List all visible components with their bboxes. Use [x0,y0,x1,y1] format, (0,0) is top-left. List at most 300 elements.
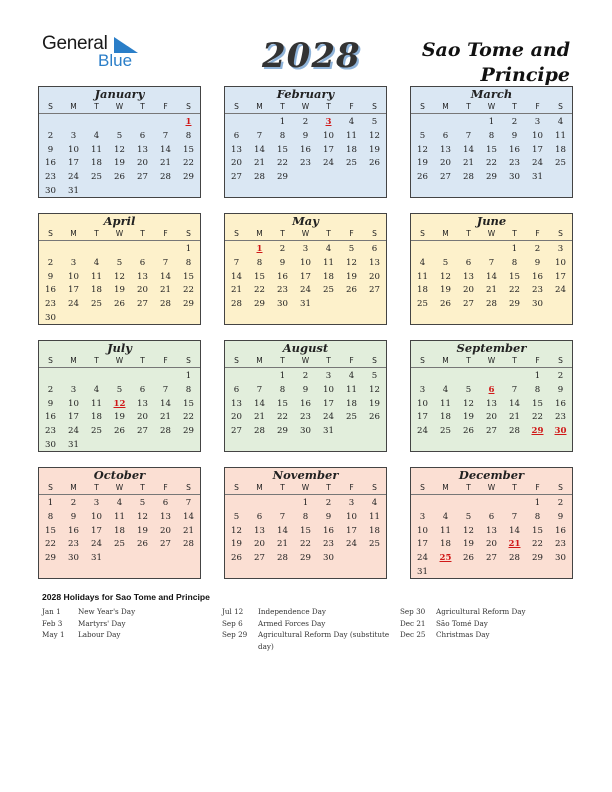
day: 6 [371,244,378,254]
day: 29 [45,553,56,564]
day: 14 [160,271,171,282]
day: 16 [555,525,566,536]
day: 30 [277,299,288,310]
day: 12 [417,144,428,155]
day: 18 [323,271,334,282]
day: 2 [557,498,564,508]
day: 21 [486,285,497,296]
day: 27 [440,172,451,183]
day: 7 [162,257,169,268]
day: 28 [183,539,194,550]
day: 2 [70,498,77,508]
day: 11 [369,511,380,522]
weekday-label: F [163,102,168,111]
holiday-date: Sep 29 [222,630,248,639]
month-title: January [94,87,145,101]
day: 13 [137,271,148,282]
day: 8 [256,257,263,268]
day: 20 [463,285,474,296]
day: 26 [440,299,451,310]
weekday-label: T [280,229,285,238]
holiday-day: 25 [439,553,452,564]
day: 5 [116,130,123,141]
day: 12 [440,271,451,282]
day: 9 [534,257,541,268]
day: 13 [231,398,242,409]
weekday-header [225,228,386,241]
empty-day [434,243,457,257]
holiday-entry [400,629,570,641]
holiday-entry [400,618,570,630]
day: 25 [91,299,102,310]
weekday-header [225,101,386,114]
holiday-name: Agricultural Reform Day (substitute day) [258,630,390,651]
day: 18 [440,412,451,423]
day: 2 [557,371,564,381]
day: 7 [279,511,286,522]
holiday-name: Independence Day [258,607,326,616]
day: 1 [488,117,495,127]
day: 12 [463,398,474,409]
weekday-label: S [420,229,425,238]
day-grid [411,241,572,312]
weekday-label: F [163,356,168,365]
day: 6 [233,130,240,141]
weekday-label: S [186,356,191,365]
day: 8 [185,130,192,141]
day: 19 [114,285,125,296]
day: 13 [440,144,451,155]
day: 9 [511,130,518,141]
weekday-header [39,355,200,368]
day: 17 [417,539,428,550]
empty-day [85,116,108,130]
empty-day [503,497,526,511]
month-january [38,86,201,198]
day: 21 [277,539,288,550]
empty-day [154,243,177,257]
day: 4 [93,257,100,268]
day: 9 [325,511,332,522]
logo-text-blue: Blue [98,51,133,70]
day: 20 [369,271,380,282]
day: 27 [137,426,148,437]
day: 15 [183,398,194,409]
empty-day [39,243,62,257]
day: 29 [277,172,288,183]
day: 10 [323,130,334,141]
day: 4 [371,498,378,508]
weekday-label: T [140,229,145,238]
weekday-label: W [115,356,124,365]
weekday-label: S [420,102,425,111]
weekday-label: T [326,229,331,238]
month-november [224,467,387,579]
day-grid [225,114,386,185]
day: 31 [417,566,428,577]
day: 20 [486,539,497,550]
day: 27 [137,172,148,183]
day: 11 [91,271,102,282]
day: 17 [346,525,357,536]
holiday-day: 12 [113,398,126,409]
calendar-year: 2028 [262,36,361,76]
day: 20 [137,412,148,423]
day: 16 [45,285,56,296]
day: 11 [91,144,102,155]
weekday-label: S [186,483,191,492]
day: 2 [47,130,54,141]
day: 24 [417,426,428,437]
day: 22 [277,412,288,423]
weekday-label: S [48,229,53,238]
day: 11 [440,525,451,536]
weekday-label: W [115,102,124,111]
weekday-label: F [535,102,540,111]
holiday-name: New Year's Day [78,607,136,616]
empty-day [434,116,457,130]
day: 22 [183,285,194,296]
holiday-date: Jul 12 [222,607,244,616]
day: 3 [70,384,77,395]
day: 31 [532,172,543,183]
day: 23 [555,412,566,423]
month-title: February [276,87,335,101]
weekday-label: S [420,483,425,492]
day: 15 [183,271,194,282]
day: 15 [509,271,520,282]
day: 17 [323,144,334,155]
day: 1 [185,371,192,381]
day-grid [411,368,572,439]
weekday-label: M [442,102,449,111]
empty-day [248,497,271,511]
day: 26 [114,172,125,183]
day: 28 [160,299,171,310]
day: 16 [509,144,520,155]
day: 17 [417,412,428,423]
day: 4 [93,384,100,395]
weekday-header [225,355,386,368]
day: 8 [47,511,54,522]
day: 13 [137,144,148,155]
holiday-column [400,606,570,641]
day: 21 [160,412,171,423]
empty-day [154,116,177,130]
day: 6 [233,384,240,395]
empty-day [457,243,480,257]
weekday-label: T [94,483,99,492]
weekday-label: S [558,102,563,111]
day: 6 [442,130,449,141]
day: 19 [463,412,474,423]
day: 29 [277,426,288,437]
weekday-label: T [94,356,99,365]
day: 3 [302,244,309,254]
day: 17 [68,412,79,423]
day: 27 [137,299,148,310]
day: 16 [45,412,56,423]
day: 23 [45,172,56,183]
day: 7 [465,130,472,141]
weekday-label: S [186,102,191,111]
day: 17 [91,525,102,536]
day: 15 [486,144,497,155]
holiday-column [42,606,212,641]
weekday-label: M [70,483,77,492]
day: 24 [417,553,428,564]
day: 15 [532,525,543,536]
day: 10 [91,511,102,522]
day: 7 [511,511,518,522]
weekday-label: T [512,356,517,365]
day: 6 [139,130,146,141]
day: 8 [302,511,309,522]
day: 21 [231,285,242,296]
day: 4 [442,384,449,395]
day: 18 [91,412,102,423]
weekday-label: S [234,483,239,492]
day: 13 [160,511,171,522]
day: 14 [183,511,194,522]
weekday-label: S [558,356,563,365]
weekday-label: S [372,229,377,238]
empty-day [131,370,154,384]
day: 7 [233,257,240,268]
day: 10 [532,130,543,141]
day: 18 [91,285,102,296]
day: 26 [369,158,380,169]
day: 30 [323,553,334,564]
day: 5 [419,130,426,141]
day: 10 [68,271,79,282]
day: 30 [532,299,543,310]
weekday-header [411,228,572,241]
day: 2 [302,117,309,127]
day: 23 [532,285,543,296]
day: 10 [555,257,566,268]
day: 24 [323,158,334,169]
day: 28 [160,426,171,437]
day: 31 [68,185,79,196]
day: 22 [486,158,497,169]
day: 28 [160,172,171,183]
day: 21 [509,412,520,423]
day: 3 [93,498,100,508]
day: 9 [47,271,54,282]
day: 15 [277,144,288,155]
day: 18 [346,398,357,409]
weekday-label: W [115,229,124,238]
month-title: March [470,87,513,101]
holiday-day: 1 [256,244,263,254]
day: 29 [486,172,497,183]
day: 21 [160,158,171,169]
weekday-label: F [163,483,168,492]
holiday-entry [222,618,392,630]
day-grid [39,114,200,199]
weekday-label: T [326,102,331,111]
day: 4 [442,511,449,522]
day: 28 [254,172,265,183]
day: 28 [254,426,265,437]
day: 10 [417,525,428,536]
weekday-label: T [280,102,285,111]
day: 3 [325,371,332,381]
holiday-date: May 1 [42,630,65,639]
day: 12 [463,525,474,536]
day: 3 [557,244,564,254]
day-grid [225,241,386,312]
day: 18 [114,525,125,536]
day: 14 [486,271,497,282]
day: 19 [463,539,474,550]
empty-day [108,243,131,257]
day: 9 [302,384,309,395]
weekday-label: S [372,356,377,365]
day: 5 [371,371,378,381]
empty-day [503,370,526,384]
day: 23 [45,299,56,310]
empty-day [225,497,248,511]
day: 26 [114,426,125,437]
day-grid [39,368,200,453]
day: 20 [440,158,451,169]
day: 20 [231,158,242,169]
day: 25 [417,299,428,310]
day: 29 [300,553,311,564]
day: 26 [417,172,428,183]
weekday-label: M [442,356,449,365]
day: 26 [231,553,242,564]
weekday-label: S [48,102,53,111]
day: 13 [254,525,265,536]
day: 11 [417,271,428,282]
day: 24 [91,539,102,550]
day: 10 [68,398,79,409]
day: 13 [463,271,474,282]
weekday-label: T [466,102,471,111]
holiday-name: Martyrs' Day [78,618,126,628]
empty-day [434,497,457,511]
day: 23 [300,158,311,169]
day: 4 [325,244,332,254]
month-june [410,213,573,325]
day: 2 [325,498,332,508]
day: 21 [463,158,474,169]
day-grid [411,114,572,185]
day: 8 [534,511,541,522]
day: 7 [256,130,263,141]
month-october [38,467,201,579]
empty-day [62,116,85,130]
weekday-label: M [256,483,263,492]
day: 16 [532,271,543,282]
day: 25 [440,426,451,437]
empty-day [434,370,457,384]
day: 6 [256,511,263,522]
empty-day [411,497,434,511]
day: 17 [532,144,543,155]
empty-day [131,243,154,257]
day: 30 [45,312,56,323]
holiday-day: 30 [554,426,567,437]
weekday-label: W [487,483,496,492]
day: 6 [465,257,472,268]
month-september [410,340,573,452]
day: 6 [162,498,169,508]
empty-day [457,497,480,511]
day: 23 [323,539,334,550]
day: 2 [279,244,286,254]
day: 14 [509,525,520,536]
day: 5 [348,244,355,254]
day: 24 [68,299,79,310]
month-march [410,86,573,198]
weekday-label: M [256,356,263,365]
day: 28 [486,299,497,310]
day: 4 [93,130,100,141]
day: 19 [369,398,380,409]
day: 24 [532,158,543,169]
day: 9 [557,384,564,395]
day: 26 [463,553,474,564]
day: 22 [183,158,194,169]
day: 22 [509,285,520,296]
month-title: May [292,214,319,228]
day: 4 [348,371,355,381]
day: 20 [160,525,171,536]
holiday-date: Jan 1 [42,607,61,616]
month-title: December [458,468,525,482]
day: 17 [300,271,311,282]
weekday-label: S [186,229,191,238]
day: 4 [557,117,564,127]
day: 15 [532,398,543,409]
holiday-day: 29 [531,426,544,437]
day: 7 [185,498,192,508]
empty-day [154,370,177,384]
empty-day [457,116,480,130]
empty-day [271,497,294,511]
weekday-label: T [140,483,145,492]
weekday-label: T [94,229,99,238]
empty-day [108,116,131,130]
day: 19 [137,525,148,536]
day: 23 [509,158,520,169]
day: 25 [369,539,380,550]
day: 27 [369,285,380,296]
day: 28 [509,426,520,437]
day: 23 [68,539,79,550]
day: 22 [300,539,311,550]
day: 12 [369,384,380,395]
weekday-label: T [94,102,99,111]
day: 5 [116,384,123,395]
day: 10 [68,144,79,155]
day: 8 [511,257,518,268]
day: 19 [369,144,380,155]
day: 27 [160,539,171,550]
day: 16 [277,271,288,282]
day: 25 [91,172,102,183]
day: 10 [300,257,311,268]
day: 18 [346,144,357,155]
day: 18 [369,525,380,536]
day: 31 [68,439,79,450]
day: 22 [532,412,543,423]
day-grid [39,495,200,566]
